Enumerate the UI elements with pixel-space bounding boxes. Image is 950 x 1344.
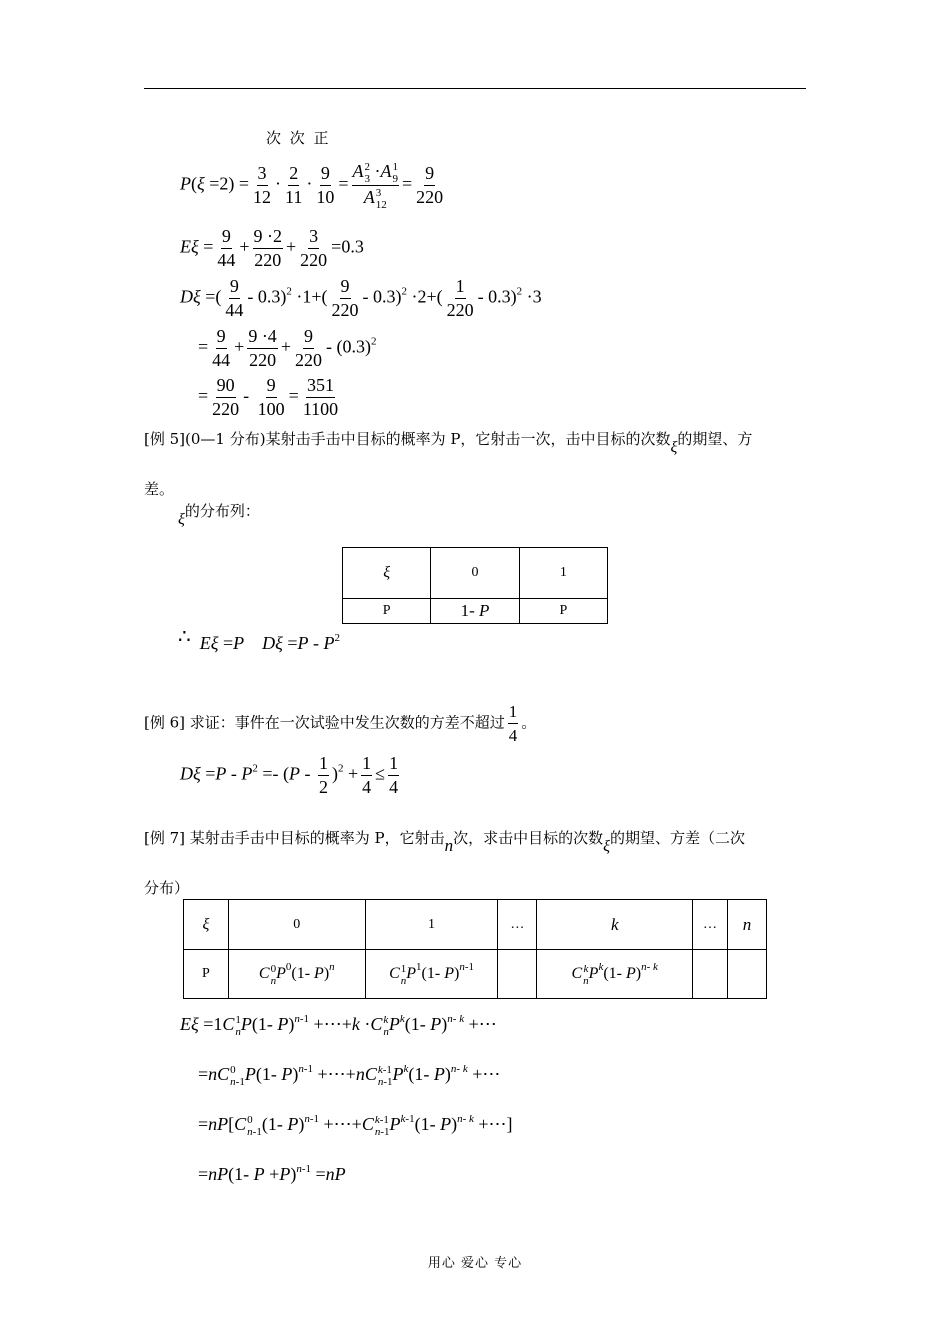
example5-text-end: 的期望、方: [677, 430, 753, 448]
cell-p: P: [519, 599, 607, 624]
cell-1-minus-p: 1- P: [431, 599, 519, 624]
cell-empty-3: [728, 950, 767, 999]
example7-distribution-table: [183, 899, 767, 999]
header-rule: [144, 88, 806, 89]
cell-prob-1: C 1 n $P^1(1-$ P)$^{n-1}$: [365, 950, 498, 999]
cell-n: n: [728, 900, 767, 950]
top-characters: 次 次 正: [266, 129, 331, 147]
cell-prob-k: C k n $P^k(1-$ P)$^{n- k}$: [537, 950, 693, 999]
cell-p-label: P: [343, 599, 431, 624]
cell-1: 1: [365, 900, 498, 950]
cell-empty-1: [498, 950, 537, 999]
example5-distribution-table: [342, 547, 608, 624]
cell-0: 0: [228, 900, 365, 950]
formula-example5-result: ∴ Eξ =P $D\xi =P - P^2$: [178, 626, 340, 653]
cell-k: k: [537, 900, 693, 950]
example5-text: [例 5](0—1 分布)某射击手击中目标的概率为 P，它射击一次，击中目标的次数: [144, 430, 671, 448]
cell-empty-2: [693, 950, 728, 999]
formula-binomial-step4: =nP(1- P +P)$^{n-1}$ =nP: [198, 1163, 346, 1184]
formula-variance: Dξ =( $\frac{9}{44}$ - 0.3)$^2$ ·1+( $\frac{9}{220}$ - 0.3)$^2$ ·2+( $\frac{1}{220}$ - 0.3)$^2$ ·3: [180, 276, 542, 320]
example7-line2: 分布）: [144, 879, 190, 897]
formula-expectation: Eξ = $\frac{9}{44}$ + $\frac{9 \cdot 2}{220}$ + $\frac{3}{220}$ =0.3: [180, 226, 364, 270]
example7-line1: [例 7] 某射击手击中目标的概率为 P，它射击n次，求击中目标的次数ξ的期望、方差（二次: [144, 829, 746, 855]
cell-ellipsis: …: [498, 900, 537, 950]
example6-text: [例 6] 求证：事件在一次试验中发生次数的方差不超过: [144, 713, 505, 732]
cell-xi: ξ: [343, 548, 431, 599]
cell-prob-0: C 0 n $P^0(1-$ P)$^n$: [228, 950, 365, 999]
cell-0: 0: [431, 548, 519, 599]
formula-binomial-step3: =nP[C 0 n-1 (1- P)$^{n-1}$ +⋯+C k-1 n-1 $P^{k-1}(1-$ P)$^{n- k}$ +⋯]: [198, 1113, 513, 1138]
formula-variance-step2: = $\frac{9}{44}$ + $\frac{9 \cdot 4}{220}$ + $\frac{9}{220}$ - $(0.3)^2$: [198, 326, 377, 370]
example5-line1: [例 5](0—1 分布)某射击手击中目标的概率为 P，它射击一次，击中目标的次数ξ的期望、方: [144, 430, 753, 456]
example5-dist-label: ξ的分布列：: [178, 502, 260, 528]
example6-line: [例 6] 求证：事件在一次试验中发生次数的方差不超过 $\frac{1}{4}$ 。: [144, 702, 537, 745]
formula-binomial-step2: =nC 0 n-1 P(1- P)$^{n-1}$ +⋯+nC k-1 n-1 $P^k(1-$ P)$^{n- k}$ +⋯: [198, 1063, 501, 1088]
cell-p-label: P: [184, 950, 229, 999]
formula-p-xi-2: P(ξ =2) = $\frac{3}{12}$ · $\frac{2}{11}$ · $\frac{9}{10}$ = A 2 3 ·A 1 9 A 3 12 = $\frac{9}{220}$: [180, 160, 444, 211]
formula-variance-step3: = $\frac{90}{220}$ - $\frac{9}{100}$ = $\frac{351}{1100}$: [198, 375, 339, 419]
formula-example6: $D\xi =P - P^2 =- (P$ - $\frac{1}{2}$ )$^2$ + $\frac{1}{4}$ ≤ $\frac{1}{4}$: [180, 753, 399, 797]
cell-xi: ξ: [184, 900, 229, 950]
page-footer: 用心 爱心 专心: [427, 1256, 523, 1271]
cell-1: 1: [519, 548, 607, 599]
cell-ellipsis-2: …: [693, 900, 728, 950]
example5-line2: 差。: [144, 480, 175, 498]
formula-binomial-step1: Eξ =1C 1 n P(1- P)$^{n-1}$ +⋯+k ·C k n $P^k(1-$ P)$^{n- k}$ +⋯: [180, 1013, 497, 1038]
